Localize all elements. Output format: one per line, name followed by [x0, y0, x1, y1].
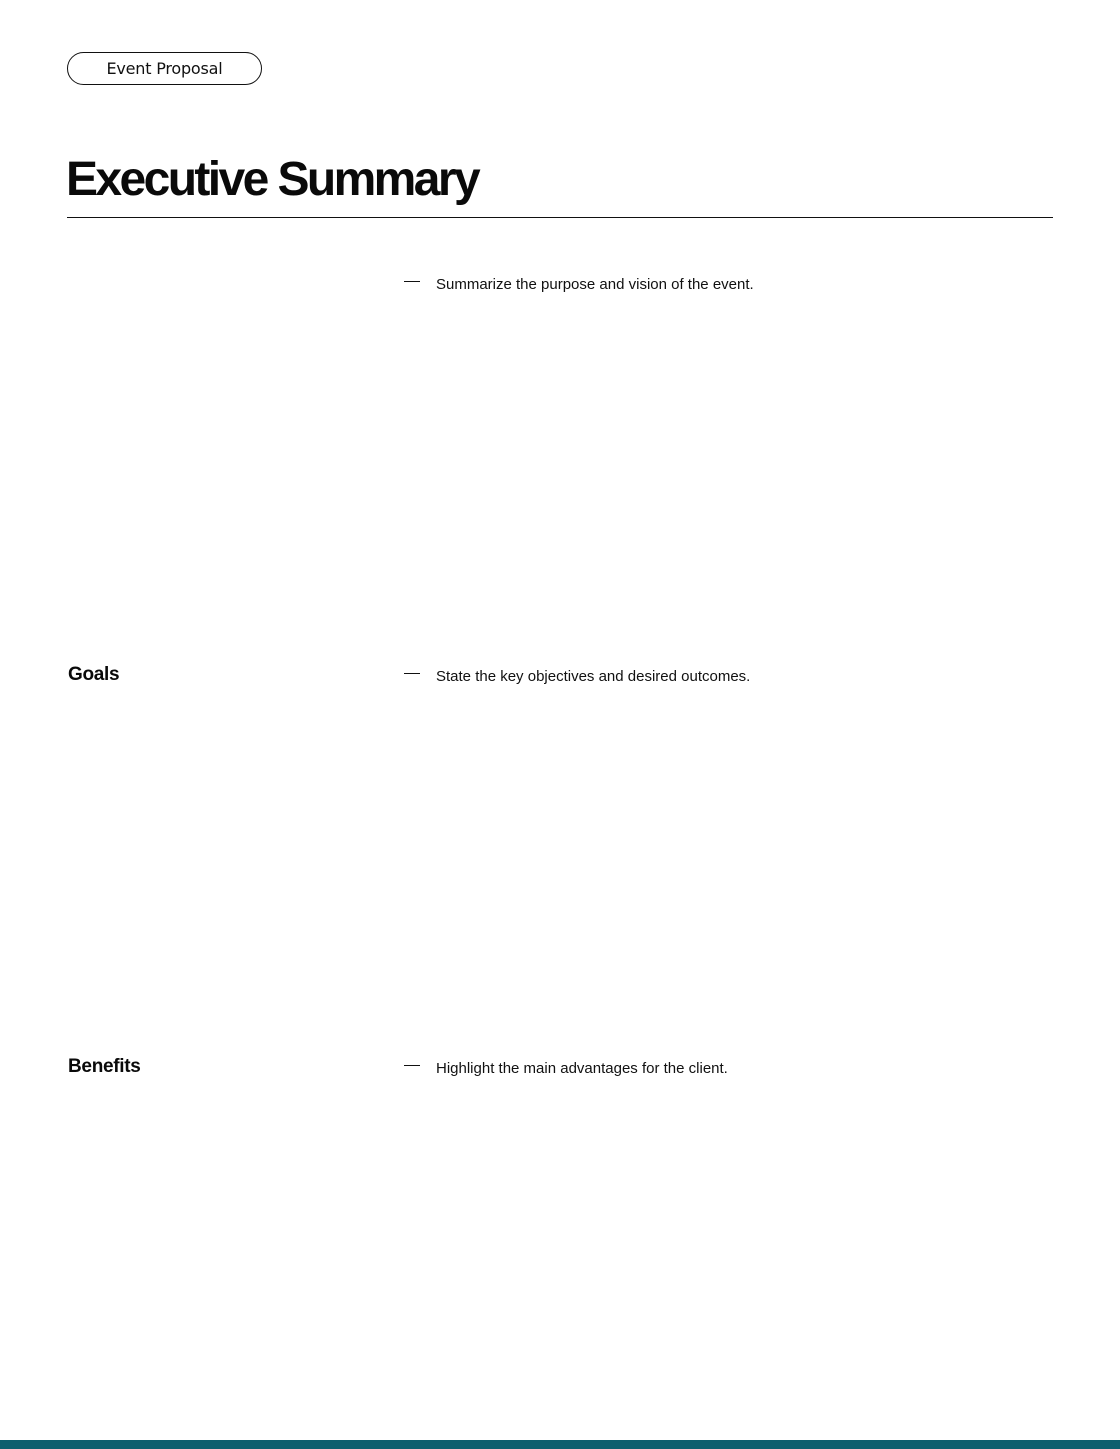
- dash-marker: [404, 673, 420, 674]
- section-text: Summarize the purpose and vision of the event.: [436, 276, 754, 293]
- footer-accent-bar: [0, 1440, 1120, 1449]
- dash-marker: [404, 1065, 420, 1066]
- section-text: Highlight the main advantages for the client.: [436, 1060, 728, 1077]
- document-tag-pill: [67, 52, 262, 85]
- title-divider: [67, 217, 1053, 218]
- document-tag-label: Event Proposal: [106, 59, 223, 78]
- section-text: State the key objectives and desired outcomes.: [436, 668, 751, 685]
- page-title: Executive Summary: [66, 153, 479, 206]
- section-label: Benefits: [68, 1056, 141, 1077]
- section-label: Goals: [68, 664, 120, 685]
- dash-marker: [404, 281, 420, 282]
